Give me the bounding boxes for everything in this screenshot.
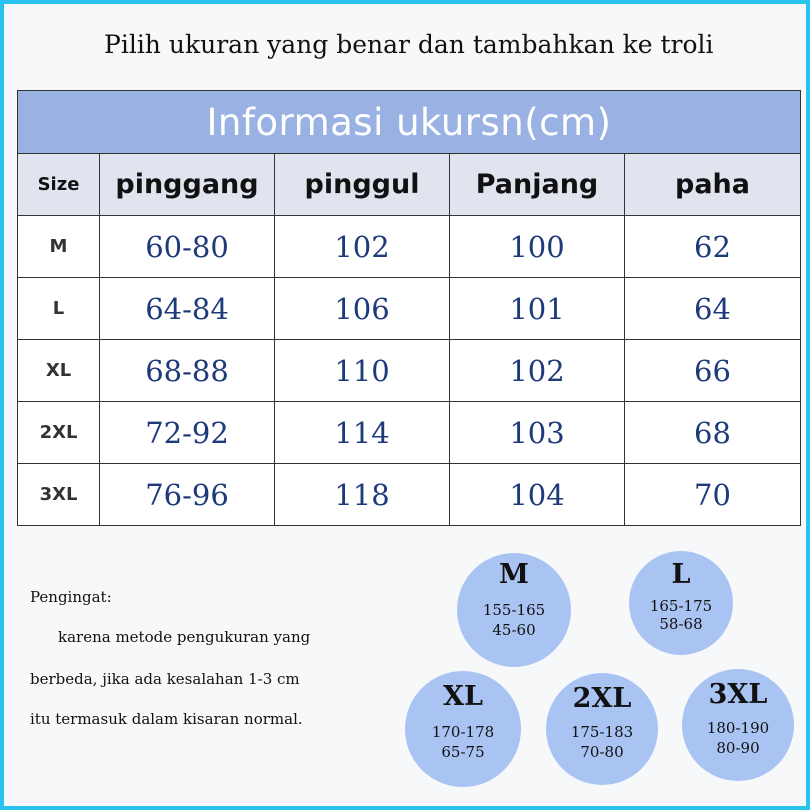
pinggang-value: 68-88	[100, 340, 275, 402]
pinggul-value: 114	[275, 402, 450, 464]
size-circle-xl	[405, 671, 521, 787]
pinggang-value: 72-92	[100, 402, 275, 464]
pinggang-value: 64-84	[100, 278, 275, 340]
reminder-label: Pengingat:	[30, 588, 112, 606]
table-title: Informasi ukursn(cm)	[18, 91, 801, 154]
pinggul-value: 110	[275, 340, 450, 402]
size-label: L	[18, 278, 100, 340]
circle-size-label: M	[499, 559, 529, 590]
circle-size-label: L	[671, 559, 691, 590]
circle-height-range: 165-175	[649, 597, 713, 615]
circle-weight-range: 70-80	[580, 743, 624, 761]
size-circle-l	[629, 551, 733, 655]
panjang-value: 104	[450, 464, 625, 526]
header-size: Size	[18, 154, 100, 216]
pinggul-value: 106	[275, 278, 450, 340]
circle-weight-range: 80-90	[716, 739, 760, 757]
reminder-line-3: itu termasuk dalam kisaran normal.	[30, 710, 303, 728]
size-circle-m	[457, 553, 571, 667]
panjang-value: 100	[450, 216, 625, 278]
paha-value: 64	[625, 278, 801, 340]
circle-height-range: 175-183	[570, 723, 634, 741]
size-label: XL	[18, 340, 100, 402]
table-row	[18, 216, 801, 278]
pinggul-value: 118	[275, 464, 450, 526]
panjang-value: 103	[450, 402, 625, 464]
header-pinggul: pinggul	[275, 154, 450, 216]
circle-weight-range: 45-60	[492, 621, 536, 639]
panjang-value: 101	[450, 278, 625, 340]
pinggang-value: 60-80	[100, 216, 275, 278]
table-title-row	[18, 91, 801, 154]
paha-value: 62	[625, 216, 801, 278]
size-circle-3xl	[682, 669, 794, 781]
size-label: 2XL	[18, 402, 100, 464]
page-heading: Pilih ukuran yang benar dan tambahkan ke troli	[104, 30, 714, 59]
circle-size-label: XL	[443, 681, 483, 712]
size-label: 3XL	[18, 464, 100, 526]
paha-value: 68	[625, 402, 801, 464]
size-label: M	[18, 216, 100, 278]
paha-value: 70	[625, 464, 801, 526]
circle-height-range: 155-165	[482, 601, 546, 619]
table-row	[18, 340, 801, 402]
circle-size-label: 2XL	[572, 683, 632, 714]
circle-weight-range: 65-75	[441, 743, 485, 761]
circle-size-label: 3XL	[708, 679, 768, 710]
panjang-value: 102	[450, 340, 625, 402]
header-pinggang: pinggang	[100, 154, 275, 216]
reminder-line-2: berbeda, jika ada kesalahan 1-3 cm	[30, 670, 300, 688]
table-row	[18, 464, 801, 526]
table-row	[18, 278, 801, 340]
table-header-row	[18, 154, 801, 216]
paha-value: 66	[625, 340, 801, 402]
size-circle-2xl	[546, 673, 658, 785]
reminder-line-1: karena metode pengukuran yang	[58, 628, 311, 646]
pinggang-value: 76-96	[100, 464, 275, 526]
table-row	[18, 402, 801, 464]
size-chart-table	[17, 90, 801, 526]
header-panjang: Panjang	[450, 154, 625, 216]
pinggul-value: 102	[275, 216, 450, 278]
header-paha: paha	[625, 154, 801, 216]
circle-height-range: 180-190	[706, 719, 770, 737]
circle-height-range: 170-178	[431, 723, 495, 741]
circle-weight-range: 58-68	[659, 615, 703, 633]
